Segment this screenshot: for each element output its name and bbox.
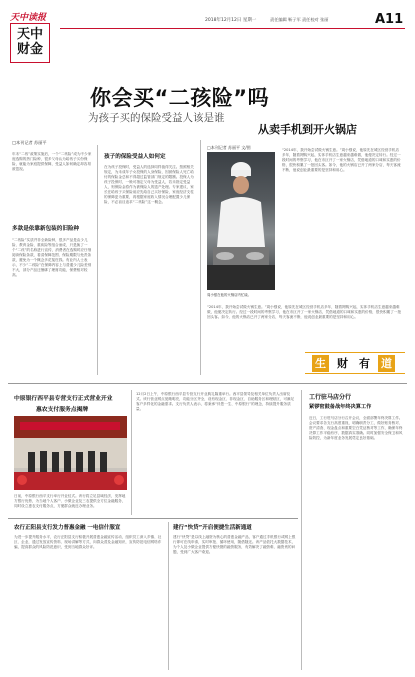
date-line: 2018年12月12日 星期一 bbox=[205, 18, 257, 23]
right-story-body: 近日，工行驻马店分行召开会议，全面部署年终决算工作。会议要求各支行高度重视，明确职责分工，做好账务核对、资产清查、现金盘点和重要空白凭证核对等工作，确保年终决算工作平稳有序，数据真实准确。同时加强安全保卫和风险防控，为新年度业务发展奠定良好基础。 bbox=[309, 416, 403, 440]
banner-char-2: 财 bbox=[337, 357, 348, 370]
bottom-mid-body: 建行“快贷”是以线上融资为核心的普惠金融产品，客户通过手机银行或网上银行即可在线申请，实时审批、循环使用，随借随还。该产品依托大数据技术，为个人及小微企业提供方便快捷的融资服务，有效解决了融资难、融资贵的问题，受到广大客户欢迎。 bbox=[173, 535, 296, 554]
middle-story-body: 12月2日上午，中原银行西平县专营支行开业典礼隆重举行。西平县领导及相关单位负责人出席仪式。该行营业网点宽敞明亮，功能分区齐全，设有现金区、非现金区、自助服务区和理财区，可满足客户多样化的金融需求。支行负责人表示，将秉承“伴您一生、中原银行”的理念，持续提升服务质量。 bbox=[136, 392, 295, 411]
feature-byline: □本刊记者 苏丽平 文/图 bbox=[207, 145, 251, 150]
banner-char-3: 有 bbox=[359, 357, 370, 370]
main-byline: □本刊记者 苏丽平 bbox=[12, 140, 47, 145]
section-line-1: 天中 bbox=[16, 27, 43, 42]
bank-opening-scene bbox=[14, 416, 127, 490]
right-story-title: 工行驻马店分行 bbox=[309, 394, 352, 401]
feature-body-right: “2014年，我开始尝试做火锅生意。”周小强说，他原先在城区经营手机店多年，随着网购兴起，实体手机店生意越来越难做，他便决定转行。经过一段时间的考察学习，他在市区开了一家火锅店，凭借地道的口味和实惠的价格，很快积累了一批回头客。如今，他的火锅店已开了两家分店，每天客流不断，他说创业最重要的是坚持和用心。 bbox=[282, 148, 401, 172]
left-story-body: 日前，中原银行西平支行举行开业仪式。该行将立足县域经济，发挥地方银行优势，为当地个人客户、小微企业及三农提供全方位金融服务，同时设立惠农支付服务点，方便群众就近办理业务。 bbox=[14, 494, 126, 508]
left-story-subtitle: 惠农支付服务点揭牌 bbox=[36, 407, 89, 413]
bottom-left-title: 农行正阳县支行发力普惠金融 一电信什服宣 bbox=[14, 525, 121, 531]
column-divider-5 bbox=[168, 522, 169, 670]
section-rule bbox=[8, 383, 407, 384]
feature-body-bottom: “2014年，我开始尝试做火锅生意。”周小强说，他原先在城区经营手机店多年，随着网购兴起，实体手机店生意越来越难做，他便决定转行。经过一段时间的考察学习，他在市区开了一家火锅店，凭借地道的口味和实惠的价格，很快积累了一批回头客。如今，他的火锅店已开了两家分店，每天客流不断，他说创业最重要的是坚持和用心。 bbox=[207, 305, 402, 319]
column-divider-3 bbox=[131, 390, 132, 515]
column-divider-2 bbox=[200, 140, 201, 375]
editor-line: 责任编辑 靳子军 责任校对 张丽 bbox=[270, 17, 329, 22]
feature-caption: 周小强在他的火锅店内忙碌。 bbox=[207, 293, 252, 297]
page-number: A11 bbox=[375, 12, 404, 27]
banner-char-4: 道 bbox=[378, 355, 395, 372]
bottom-left-body: 为进一步提升服务水平，农行正阳县支行积极开展普惠金融宣传活动，组织员工深入乡镇、社区、企业，通过发放宣传资料、现场讲解等方式，向群众普及金融知识，宣传防范电信网络诈骗，提高群众的风险防范意识，受到当地群众好评。 bbox=[14, 535, 162, 549]
section-line-2: 财金 bbox=[16, 42, 43, 57]
right-story-subtitle: 紧锣密鼓备战年终决算工作 bbox=[309, 404, 372, 410]
sub1-body: “二孩险”实质并非全新险种，很多产品是由少儿险、教育金险、重疾险等组合而成，只是换了一个“二孩”的名称进行宣传，消费者在选购时应仔细阅读保险条款，看清保障范围、保险期限与免责条款，避免为一个概念多花冤枉钱。有业内人士表示，不少“二孩险”在保障内容上与普通少儿险差别不大，部分产品还捆绑了理财功能，保费相对较高。 bbox=[12, 238, 92, 277]
left-story-title: 中原银行西平县专营支行正式营业开业 bbox=[14, 396, 113, 402]
section-title bbox=[10, 23, 50, 63]
masthead bbox=[0, 0, 415, 68]
banner-char-1: 生 bbox=[312, 355, 329, 372]
main-subheadline: 为孩子买的保险受益人该是谁 bbox=[88, 112, 225, 124]
bottom-rule bbox=[8, 518, 298, 519]
masthead-rule bbox=[60, 28, 405, 29]
column-divider-4 bbox=[301, 390, 302, 670]
feature-headline: 从卖手机到开火锅店 bbox=[258, 123, 357, 136]
sub2-title: 孩子的保险受益人如何定 bbox=[104, 154, 166, 160]
main-headline: 你会买“二孩险”吗 bbox=[90, 86, 270, 110]
sub2-body: 在为孩子投保时，受益人的选择同样值得关注。按照相关规定，为未成年子女投保的人身保险，因被保险人死亡给付的保险金总和不得超过监管部门规定的限额。投保人为孩子投保时，一般可指定父母为受益人，若未指定受益人，则保险金将作为被保险人的遗产处理。专家建议，家长在给孩子买保险前应先给自己买好保险，家庭经济支柱的保障更为重要，再根据家庭收入情况合理配置少儿保险，不必盲目追求“二孩险”这一概念。 bbox=[104, 165, 194, 204]
column-divider-1 bbox=[97, 145, 98, 375]
logo-text: 天中读报 bbox=[10, 13, 47, 23]
bottom-mid-title: 建行“快贷”开启便捷生活新通道 bbox=[173, 525, 252, 531]
chef-figure bbox=[207, 152, 275, 290]
bank-opening-photo bbox=[14, 416, 127, 490]
sub1-title: 多款是依靠新包装的旧险种 bbox=[12, 226, 80, 232]
chef-photo bbox=[207, 152, 275, 290]
main-intro: 年末“二孩”政策实施后，一个“二孩险”成为不少家庭选购的热门险种，很多父母认为给孩子买份保险，就能为家庭提供保障，受益人如何确定却容易被忽视。 bbox=[12, 152, 92, 171]
